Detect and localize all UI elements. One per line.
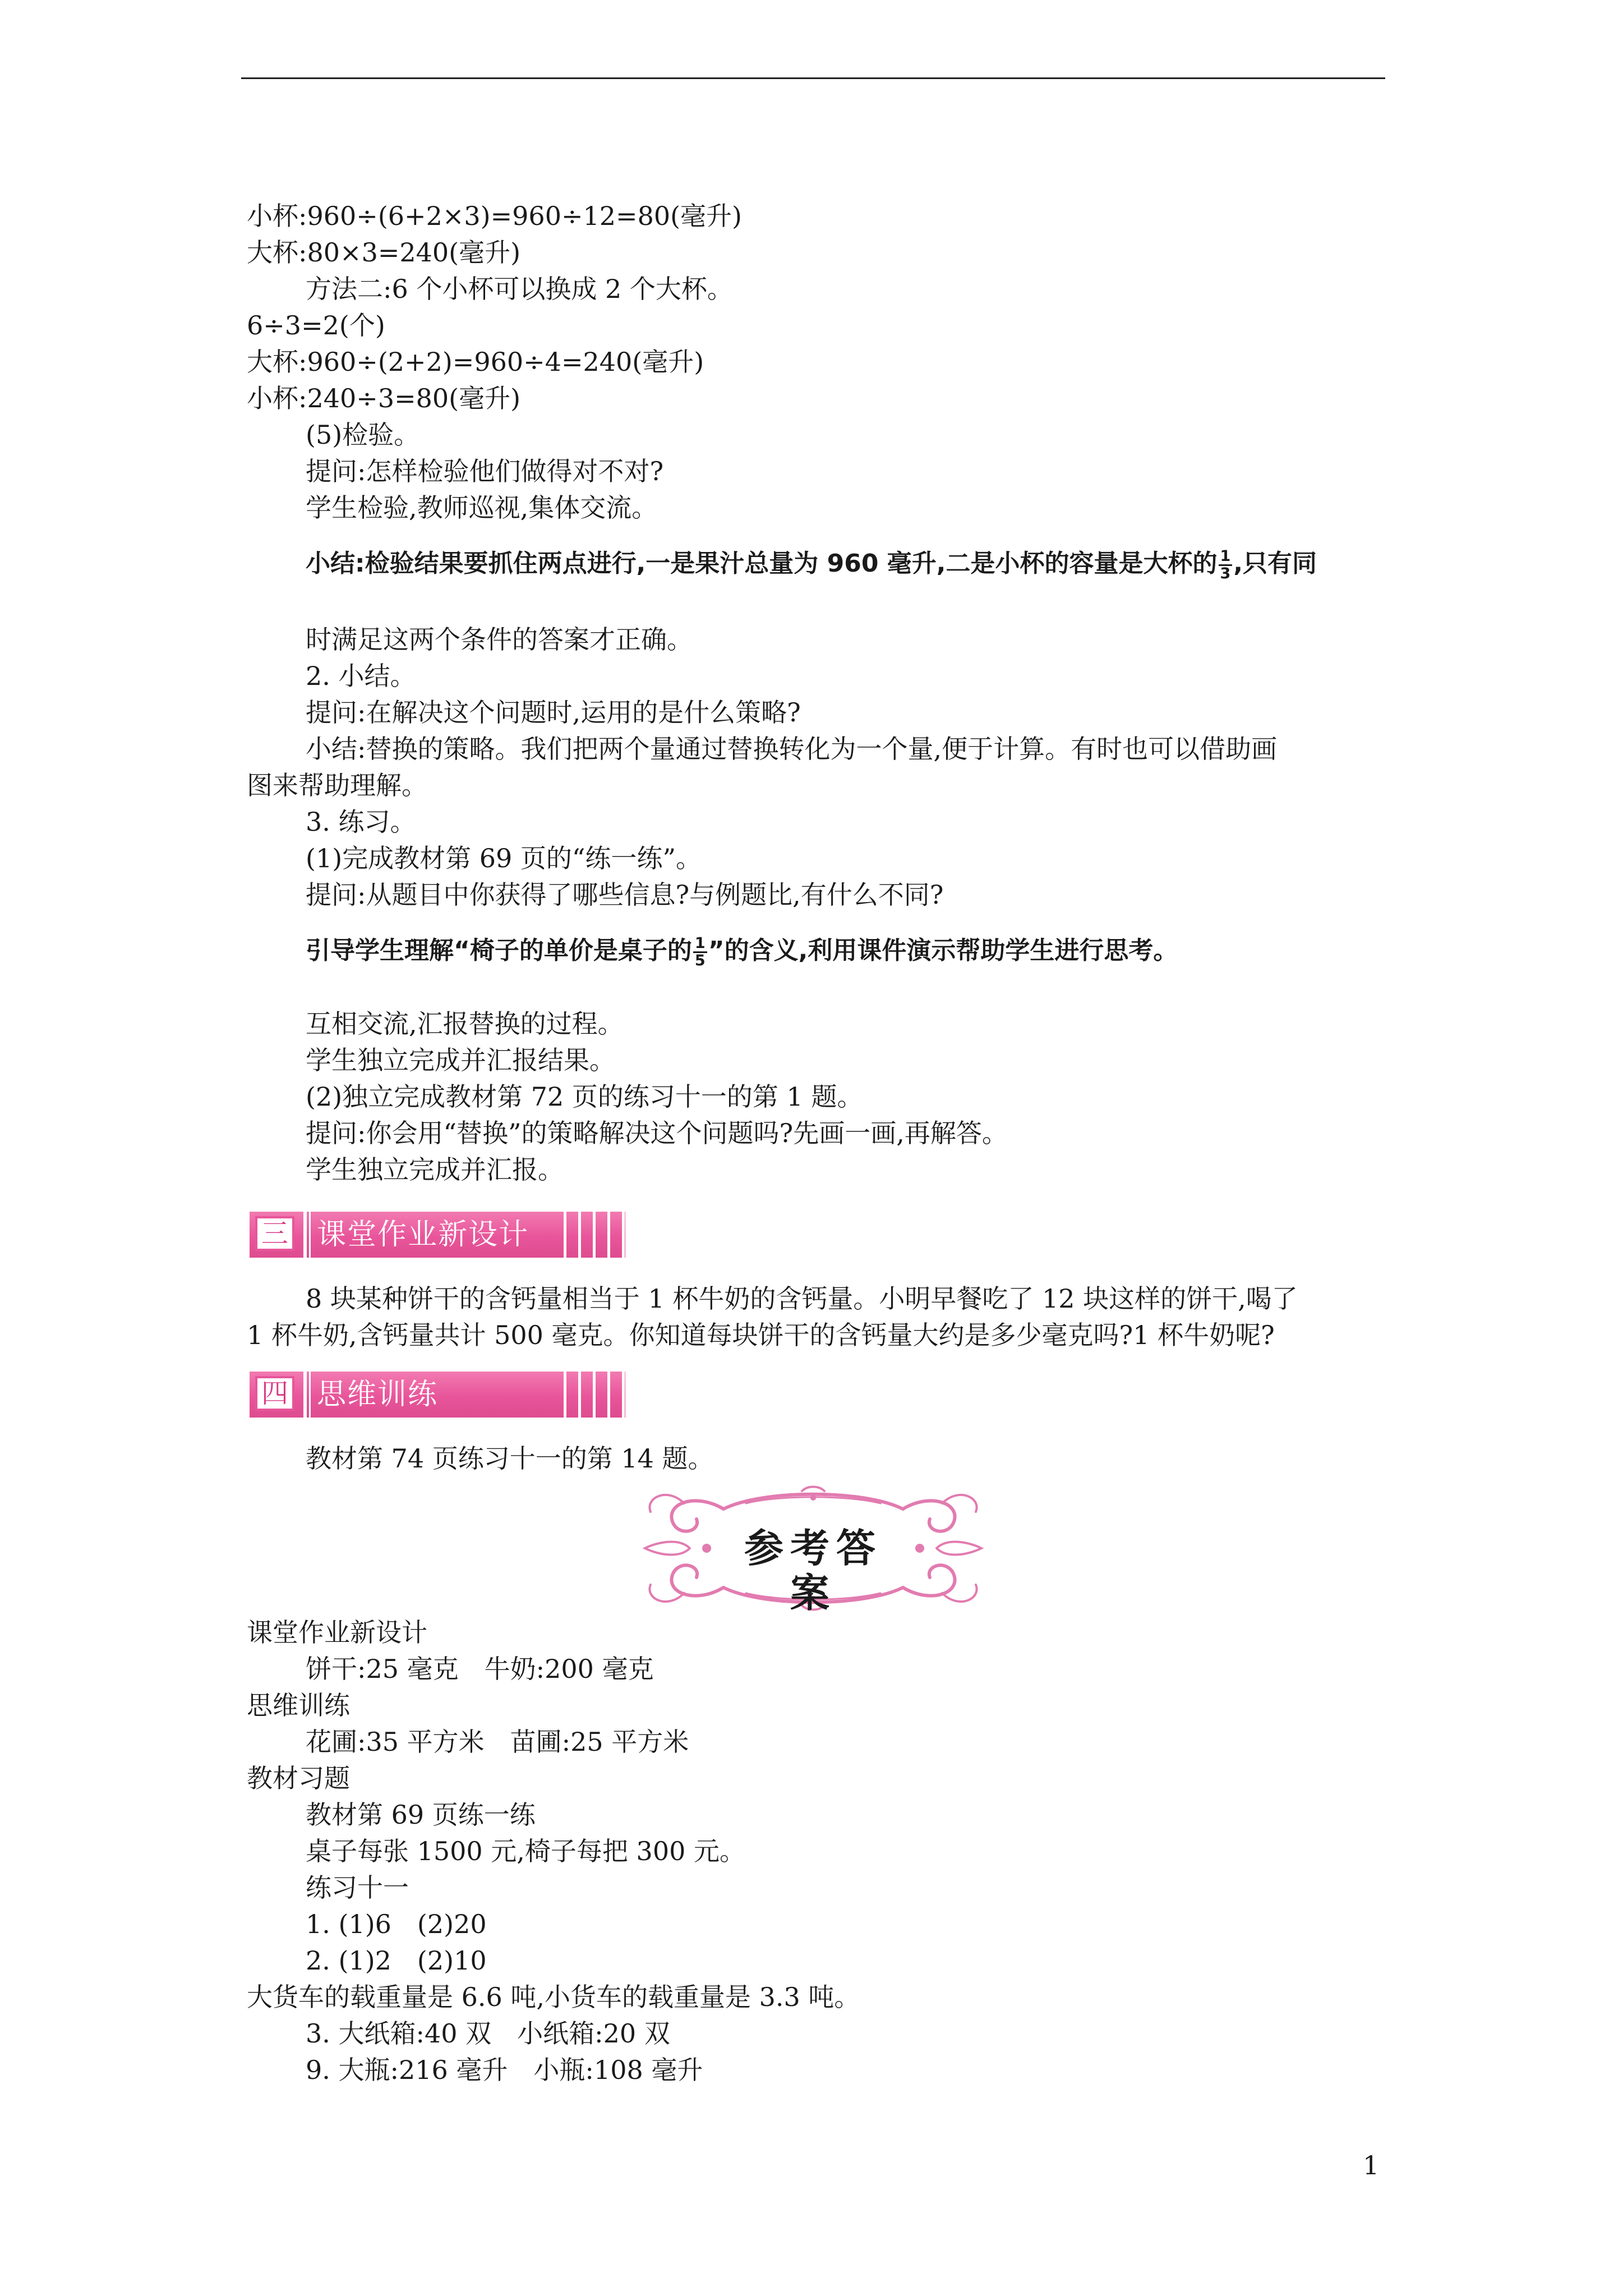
text-line: 图来帮助理解。 [247, 770, 427, 800]
summary-text: ,只有同 [1233, 549, 1317, 578]
text-line: 方法二:6 个小杯可以换成 2 个大杯。 [306, 274, 733, 304]
fraction-numerator: 1 [1219, 549, 1233, 566]
text-line: 教材第 74 页练习十一的第 14 题。 [306, 1443, 714, 1474]
text-line: 提问:怎样检验他们做得对不对? [306, 456, 664, 486]
summary-text: 小结:检验结果要抓住两点进行,一是果汁总量为 960 毫升,二是小杯的容量是大杯的 [306, 549, 1218, 578]
section-number: 四 [255, 1376, 294, 1411]
text-line: 提问:从题目中你获得了哪些信息?与例题比,有什么不同? [306, 880, 944, 910]
text-line: 大杯:960÷(2+2)=960÷4=240(毫升) [247, 347, 704, 377]
text-line: 大杯:80×3=240(毫升) [247, 237, 521, 268]
text-line: 学生检验,教师巡视,集体交流。 [306, 493, 658, 523]
text-line: 课堂作业新设计 [247, 1617, 427, 1648]
text-line: 3. 大纸箱:40 双 小纸箱:20 双 [306, 2018, 670, 2049]
text-line: 大货车的载重量是 6.6 吨,小货车的载重量是 3.3 吨。 [247, 1982, 860, 2012]
text-line: 提问:在解决这个问题时,运用的是什么策略? [306, 697, 801, 728]
text-line: 2. (1)2 (2)10 [306, 1945, 487, 1976]
section-number: 三 [255, 1216, 294, 1251]
text-line: 小杯:240÷3=80(毫升) [247, 383, 521, 413]
text-line: 教材习题 [247, 1763, 350, 1793]
section-banner-4 [250, 1372, 625, 1418]
text-line: 1 杯牛奶,含钙量共计 500 毫克。你知道每块饼干的含钙量大约是多少毫克吗?1 杯牛奶呢? [247, 1320, 1275, 1350]
text-line: 桌子每张 1500 元,椅子每把 300 元。 [306, 1836, 745, 1866]
summary-line [306, 547, 1317, 582]
text-line: 时满足这两个条件的答案才正确。 [306, 624, 693, 655]
text-line: 提问:你会用“替换”的策略解决这个问题吗?先画一画,再解答。 [306, 1118, 1008, 1148]
fraction [693, 936, 707, 969]
text-line: 学生独立完成并汇报结果。 [306, 1045, 615, 1075]
text-line: 小结:替换的策略。我们把两个量通过替换转化为一个量,便于计算。有时也可以借助画 [306, 734, 1278, 764]
text-line: 1. (1)6 (2)20 [306, 1909, 487, 1939]
text-line: 9. 大瓶:216 毫升 小瓶:108 毫升 [306, 2055, 703, 2085]
fraction-denominator: 3 [1220, 564, 1231, 582]
text-line: (2)独立完成教材第 72 页的练习十一的第 1 题。 [306, 1082, 863, 1112]
answer-ornament [634, 1481, 993, 1616]
header-rule [241, 77, 1385, 79]
fraction-denominator: 5 [694, 951, 706, 969]
text-line: 2. 小结。 [306, 661, 416, 691]
guide-text: 引导学生理解“椅子的单价是桌子的 [306, 936, 692, 965]
text-line: 3. 练习。 [306, 807, 416, 837]
text-line: (5)检验。 [306, 420, 420, 450]
text-line: 思维训练 [247, 1690, 350, 1720]
text-line: 学生独立完成并汇报。 [306, 1154, 564, 1185]
text-line: (1)完成教材第 69 页的“练一练”。 [306, 843, 702, 873]
text-line: 练习十一 [306, 1872, 409, 1903]
answer-title: 参考答案 [744, 1525, 882, 1616]
section-banner-3 [250, 1212, 625, 1258]
text-line: 互相交流,汇报替换的过程。 [306, 1009, 624, 1039]
fraction [1219, 549, 1233, 582]
text-line: 花圃:35 平方米 苗圃:25 平方米 [306, 1727, 689, 1757]
fraction-numerator: 1 [693, 936, 707, 953]
page-number: 1 [1363, 2150, 1380, 2180]
text-line: 6÷3=2(个) [247, 310, 385, 341]
text-line: 小杯:960÷(6+2×3)=960÷12=80(毫升) [247, 201, 743, 231]
guide-line [306, 934, 1178, 969]
section-title: 课堂作业新设计 [317, 1218, 529, 1251]
text-line: 教材第 69 页练一练 [306, 1800, 536, 1830]
section-title: 思维训练 [317, 1378, 439, 1411]
text-line: 8 块某种饼干的含钙量相当于 1 杯牛奶的含钙量。小明早餐吃了 12 块这样的饼干,喝了 [306, 1283, 1298, 1314]
text-line: 饼干:25 毫克 牛奶:200 毫克 [306, 1654, 654, 1684]
guide-text: ”的含义,利用课件演示帮助学生进行思考。 [708, 936, 1178, 965]
